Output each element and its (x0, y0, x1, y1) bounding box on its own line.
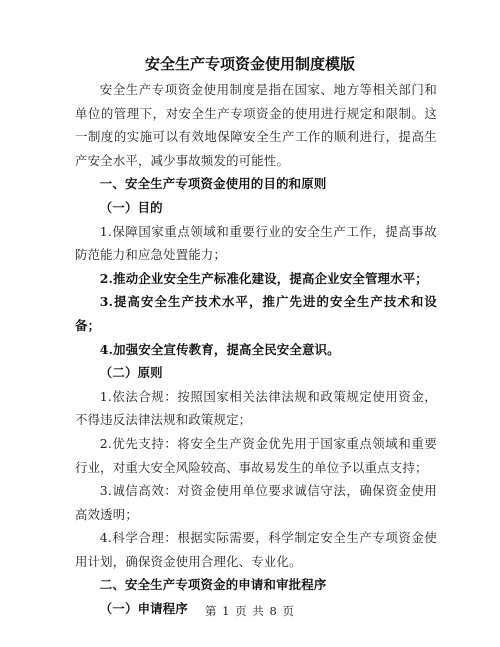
purpose-item-1: 1.保障国家重点领域和重要行业的安全生产工作，提高事故防范能力和应急处置能力； (75, 223, 437, 263)
subsection-heading-application: （一）申请程序 (99, 601, 188, 617)
purpose-item-2: 2.推动企业安全生产标准化建设，提高企业安全管理水平； (99, 270, 428, 286)
subsection-heading-principles: （二）原则 (99, 365, 163, 381)
page-footer: 第 1 页 共 8 页 (205, 604, 295, 618)
purpose-item-4: 4.加强安全宣传教育，提高全民安全意识。 (99, 341, 340, 357)
document-body (75, 78, 437, 621)
purpose-item-3: 3.提高安全生产技术水平，推广先进的安全生产技术和设备； (75, 294, 437, 333)
principle-item-3: 3.诚信高效：对资金使用单位要求诚信守法，确保资金使用高效透明； (75, 483, 437, 522)
section-heading-2: 二、安全生产专项资金的申请和审批程序 (99, 577, 327, 593)
principle-item-4: 4.科学合理：根据实际需要，科学制定安全生产专项资金使用计划，确保资金使用合理化、专业化。 (75, 530, 437, 569)
principle-item-2: 2.优先支持：将安全生产资金优先用于国家重点领域和重要行业，对重大安全风险较高、事故易发生的单位予以重点支持； (75, 435, 437, 475)
subsection-heading-purpose: （一）目的 (99, 199, 163, 215)
principle-item-1: 1.依法合规：按照国家相关法律法规和政策规定使用资金，不得违反法律法规和政策规定； (75, 388, 437, 428)
intro-paragraph: 安全生产专项资金使用制度是指在国家、地方等相关部门和单位的管理下，对安全生产专项资金的使用进行规定和限制。这一制度的实施可以有效地保障安全生产工作的顺利进行，提高生产安全水平，减少事故频发的可能性。 (75, 82, 437, 168)
document-title: 安全生产专项资金使用制度模版 (144, 55, 355, 73)
section-heading-1: 一、安全生产专项资金使用的目的和原则 (99, 176, 327, 192)
